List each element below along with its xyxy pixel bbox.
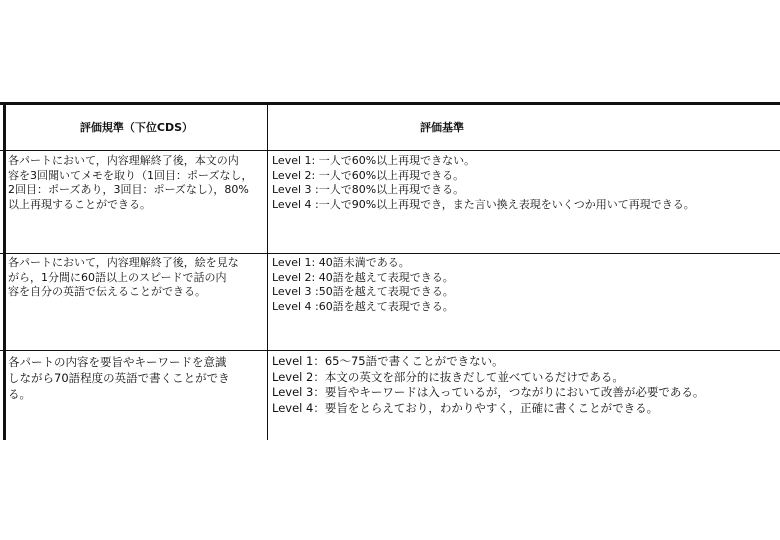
row2-bottom-border xyxy=(0,350,780,351)
row2-criterion xyxy=(8,256,266,300)
row3-criterion xyxy=(8,354,266,402)
column-divider xyxy=(267,102,268,440)
header-bottom-border xyxy=(0,150,780,151)
header-criterion: 評価規準（下位CDS） xyxy=(79,121,194,134)
text-line: しながら70語程度の英語で書くことができ xyxy=(8,371,230,385)
level-1: Level 1：65～75語で書くことができない。 xyxy=(272,354,504,368)
text-line: がら，1分間に60語以上のスピードで話の内 xyxy=(8,270,227,284)
row1-levels xyxy=(272,154,778,212)
level-4: Level 4 :60語を越えて表現できる。 xyxy=(272,299,454,313)
text-line: 以上再現することができる。 xyxy=(8,197,151,211)
text-line: 各パートにおいて，内容理解終了後，絵を見な xyxy=(8,256,239,269)
text-line: 各パートの内容を要旨やキーワードを意識 xyxy=(8,355,227,369)
text-line: 各パートにおいて，内容理解終了後，本文の内 xyxy=(8,154,239,167)
table-left-border xyxy=(3,102,6,440)
text-line: 2回目：ポーズあり，3回目：ポーズなし），80% xyxy=(8,183,249,196)
row1-criterion xyxy=(8,154,266,212)
table-top-border xyxy=(0,102,780,105)
row3-levels xyxy=(272,354,778,416)
level-4: Level 4 :一人で90%以上再現でき，また言い換え表現をいくつか用いて再現できる。 xyxy=(272,197,695,211)
text-line: 容を3回聞いてメモを取り（1回目：ポーズなし， xyxy=(8,168,253,182)
level-3: Level 3：要旨やキーワードは入っているが，つながりにおいて改善が必要である。 xyxy=(272,385,705,399)
level-2: Level 2: 40語を越えて表現できる。 xyxy=(272,270,454,284)
text-line: る。 xyxy=(8,387,31,401)
header-standard: 評価基準 xyxy=(420,121,464,134)
evaluation-table xyxy=(0,102,780,440)
text-line: 容を自分の英語で伝えることができる。 xyxy=(8,285,206,298)
level-3: Level 3 :一人で80%以上再現できる。 xyxy=(272,183,465,196)
level-1: Level 1: 40語未満である。 xyxy=(272,256,410,269)
level-2: Level 2: 一人で60%以上再現できる。 xyxy=(272,168,465,182)
level-4: Level 4：要旨をとらえており，わかりやすく，正確に書くことができる。 xyxy=(272,400,659,415)
level-2: Level 2：本文の英文を部分的に抜きだして並べているだけである。 xyxy=(272,369,624,384)
level-3: Level 3 :50語を越えて表現できる。 xyxy=(272,285,454,298)
row1-bottom-border xyxy=(0,253,780,254)
level-1: Level 1: 一人で60%以上再現できない。 xyxy=(272,154,476,167)
row2-levels xyxy=(272,256,778,314)
